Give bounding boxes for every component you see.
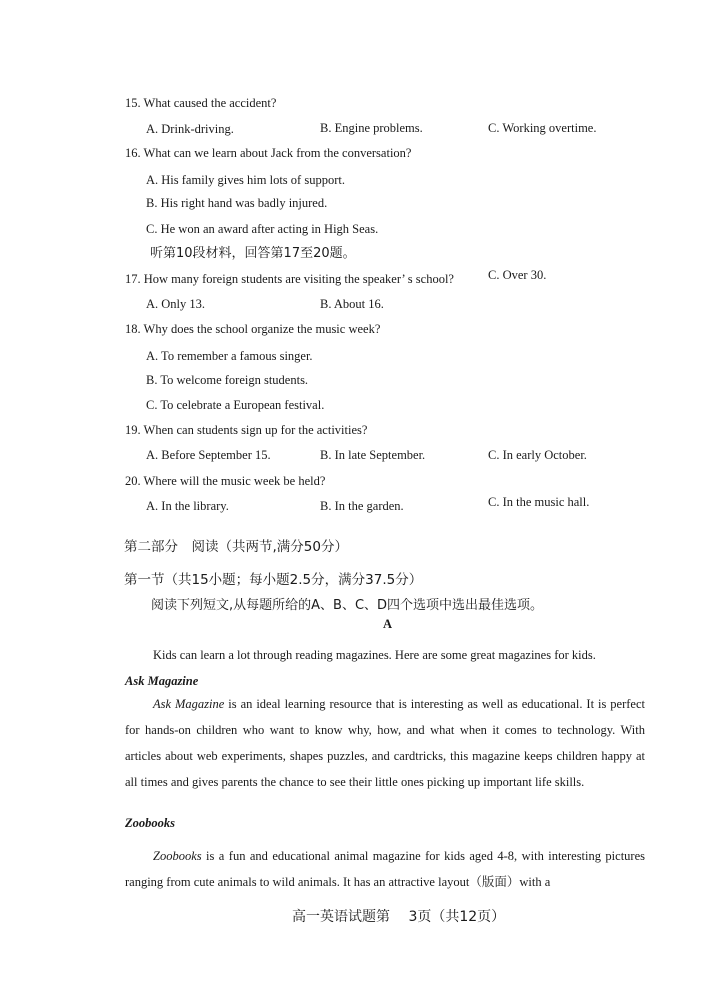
q15-option-b: B. Engine problems. [320,121,423,135]
q16-option-c: C. He won an award after acting in High Seas. [146,222,379,236]
q17-option-b: B. About 16. [320,297,384,311]
q15-option-a: A. Drink-driving. [146,122,234,136]
q20-stem: 20. Where will the music week be held? [125,474,326,488]
q16-stem: 16. What can we learn about Jack from the conversation? [125,146,412,160]
q15-option-c: C. Working overtime. [488,121,597,135]
reading-instruction: 阅读下列短文,从每题所给的A、B、C、D四个选项中选出最佳选项。 [151,598,544,613]
ask-magazine-name: Ask Magazine [153,697,225,711]
passage-label: A [383,617,393,631]
q19-option-c: C. In early October. [488,448,587,462]
q16-option-a: A. His family gives him lots of support. [146,173,345,187]
part-two-title: 第二部分 阅读（共两节,满分50分） [124,539,348,555]
q17-option-c: C. Over 30. [488,268,547,282]
zoobooks-heading: Zoobooks [125,816,175,830]
zoobooks-paragraph [125,843,645,895]
page-footer: 高一英语试题第 3页（共12页） [292,909,506,925]
q20-option-b: B. In the garden. [320,499,404,513]
q20-option-a: A. In the library. [146,499,229,513]
zoobooks-body: is a fun and educational animal magazine for kids aged 4-8, with interesting pictures ranging from cute animals to wild animals. It has an attractive layout（版面）with a [125,849,645,889]
q19-option-a: A. Before September 15. [146,448,271,462]
q18-option-b: B. To welcome foreign students. [146,373,309,387]
passage-intro: Kids can learn a lot through reading magazines. Here are some great magazines for kids. [153,648,596,662]
material-10-instruction: 听第10段材料，回答第17至20题。 [150,246,356,261]
zoobooks-name: Zoobooks [153,849,202,863]
q17-option-a: A. Only 13. [146,297,206,311]
q18-stem: 18. Why does the school organize the music week? [125,322,381,336]
section-one-title: 第一节（共15小题；每小题2.5分，满分37.5分） [124,572,423,588]
q19-option-b: B. In late September. [320,448,426,462]
q20-option-c: C. In the music hall. [488,495,590,509]
ask-magazine-paragraph [125,691,645,795]
ask-magazine-heading: Ask Magazine [125,674,199,688]
ask-magazine-body: is an ideal learning resource that is interesting as well as educational. It is perfect for hands-on children who want to know why, how, and what when it comes to technology. With articles about web experiments, shapes puzzles, and cardtricks, this magazine keeps children happy at all times and gives parents the chance to see their little ones picking up important life skills. [125,697,645,789]
q18-option-c: C. To celebrate a European festival. [146,398,325,412]
q15-stem: 15. What caused the accident? [125,96,277,110]
q16-option-b: B. His right hand was badly injured. [146,196,328,210]
q18-option-a: A. To remember a famous singer. [146,349,313,363]
q17-stem: 17. How many foreign students are visiting the speaker’ s school? [125,272,454,286]
q19-stem: 19. When can students sign up for the activities? [125,423,368,437]
